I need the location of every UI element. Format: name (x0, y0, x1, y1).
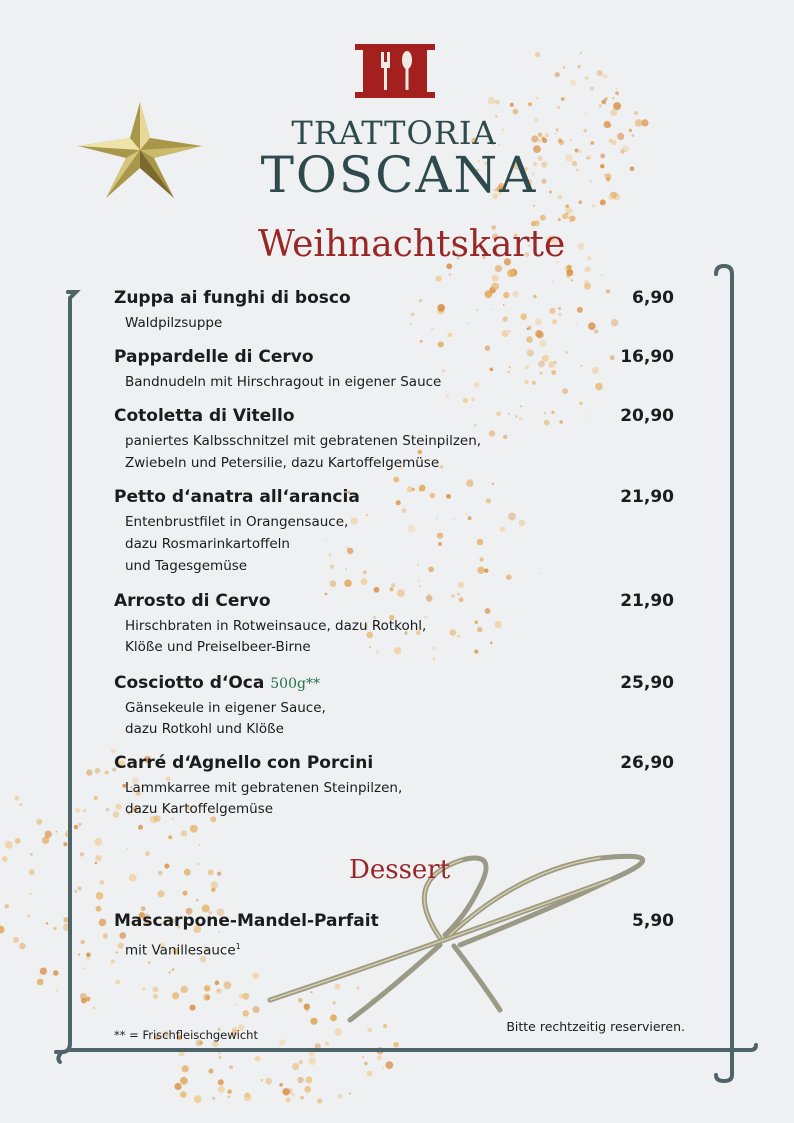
menu-item-price: 25,90 (620, 673, 674, 693)
menu-item-name: Pappardelle di Cervo (114, 347, 314, 367)
dessert-item-description (125, 936, 241, 962)
menu-item-description: dazu Rosmarinkartoffeln (125, 536, 290, 552)
menu-item-price: 21,90 (620, 487, 674, 507)
dessert-item-name: Mascarpone-Mandel-Parfait (114, 911, 379, 931)
footnote-marker: 1 (235, 942, 241, 951)
dessert-heading: Dessert (349, 855, 451, 885)
menu-item-description: Klöße und Preiselbeer-Birne (125, 639, 311, 655)
menu-item-description: und Tagesgemüse (125, 558, 248, 574)
menu-item-description: Entenbrustfilet in Orangensauce, (125, 514, 349, 530)
menu-item-name: Zuppa ai funghi di bosco (114, 288, 351, 308)
menu-title: Weihnachtskarte (258, 224, 566, 265)
dessert-desc-text: mit Vanillesauce (125, 942, 236, 959)
menu-item-description: Bandnudeln mit Hirschragout in eigener Sauce (125, 374, 442, 390)
dessert-item-price: 5,90 (632, 911, 674, 931)
menu-item-name-text: Cosciotto d‘Oca (114, 673, 265, 693)
menu-item-description: paniertes Kalbsschnitzel mit gebratenen Steinpilzen, (125, 433, 482, 449)
menu-item-price: 20,90 (620, 406, 674, 426)
menu-item-name: Petto d‘anatra all‘arancia (114, 487, 360, 507)
menu-item-name: Cotoletta di Vitello (114, 406, 295, 426)
weight-label: 500g** (270, 676, 320, 692)
menu-item-price: 21,90 (620, 591, 674, 611)
menu-item-name: Arrosto di Cervo (114, 591, 271, 611)
menu-item-description: Waldpilzsuppe (125, 315, 223, 331)
brand-line-1: TRATTORIA (291, 114, 497, 152)
menu-item-price: 6,90 (632, 288, 674, 308)
menu-item-name: Carré d‘Agnello con Porcini (114, 753, 374, 773)
menu-item-description: Zwiebeln und Petersilie, dazu Kartoffelgemüse (125, 455, 440, 471)
reservation-note: Bitte rechtzeitig reservieren. (506, 1019, 685, 1034)
footnote: ** = Frischfleischgewicht (114, 1028, 258, 1042)
menu-item-description: Lammkarree mit gebratenen Steinpilzen, (125, 780, 403, 796)
menu-item-description: dazu Rotkohl und Klöße (125, 721, 284, 737)
menu-item-price: 16,90 (620, 347, 674, 367)
menu-item-description: Hirschbraten in Rotweinsauce, dazu Rotkohl, (125, 618, 427, 634)
menu-item-description: dazu Kartoffelgemüse (125, 801, 274, 817)
brand-name: TOSCANA (260, 146, 538, 204)
menu-item-description: Gänsekeule in eigener Sauce, (125, 700, 326, 716)
menu-item-price: 26,90 (620, 753, 674, 773)
